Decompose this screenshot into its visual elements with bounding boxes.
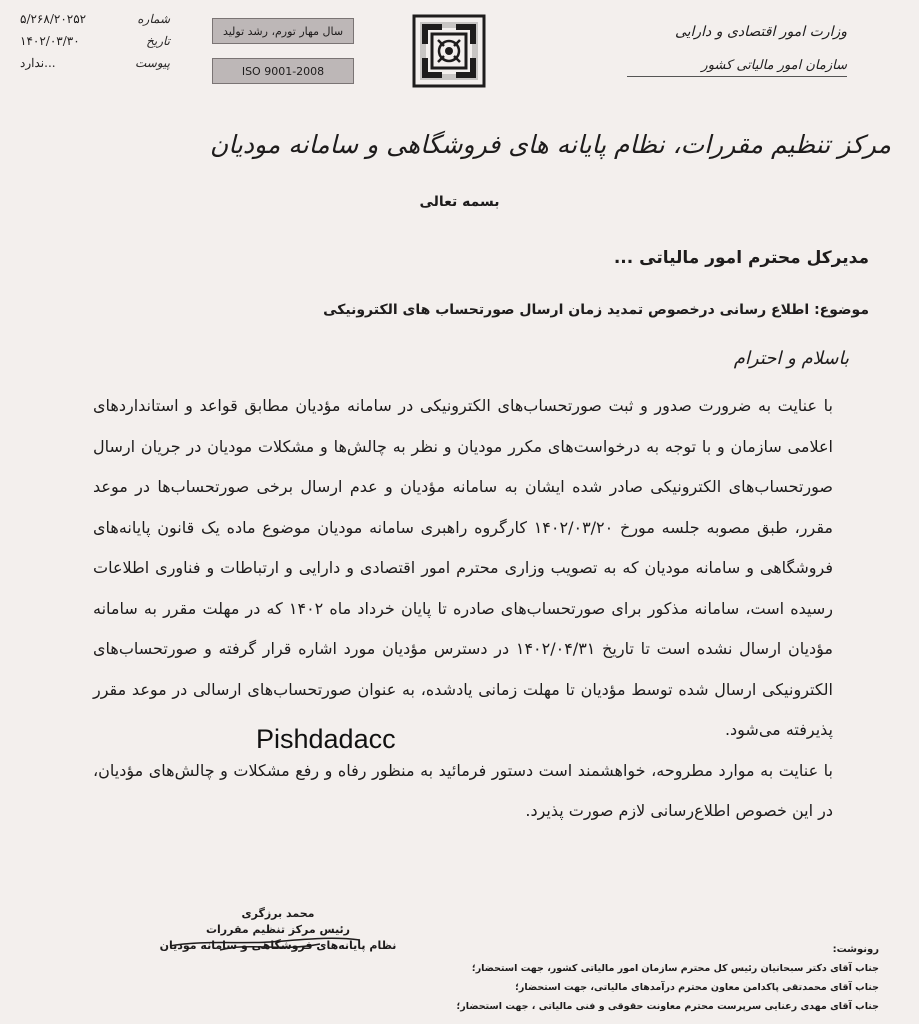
signature-scribble-icon <box>160 922 390 962</box>
cc-item: جناب آقای محمدتقی پاکدامن معاون محترم درآمدهای مالیاتی، جهت استحضار؛ <box>515 982 879 993</box>
date-value: ۱۴۰۲/۰۳/۳۰ <box>20 34 80 48</box>
signer-title: رئیس مرکز تنظیم مقررات <box>205 923 351 936</box>
organization-name: سازمان امور مالیاتی کشور <box>627 58 847 77</box>
number-label: شماره <box>137 12 170 26</box>
slogan-box: سال مهار تورم، رشد تولید <box>212 18 354 44</box>
basmala: بسمه تعالی <box>419 194 500 210</box>
watermark: Pishdadacc <box>256 724 396 754</box>
attachment-row <box>20 52 170 74</box>
signature-block <box>150 906 406 954</box>
body-paragraph-2: با عنایت به موارد مطروحه، خواهشمند است دستور فرمائید به منظور رفاه و رفع مشکلات و چالش‌های مؤدیان، در این خصوص اطلاع‌رسانی لازم صورت پذیرد. <box>93 760 833 820</box>
date-row <box>20 30 170 52</box>
number-row <box>20 8 170 30</box>
greeting: باسلام و احترام <box>733 348 849 369</box>
center-title: مرکز تنظیم مقررات، نظام پایانه های فروشگاهی و سامانه مودیان <box>209 130 891 159</box>
attachment-value: ندارد... <box>20 56 56 70</box>
tax-organization-emblem-icon <box>412 14 486 88</box>
subject-line: موضوع: اطلاع رسانی درخصوص تمدید زمان ارسال صورتحساب های الکترونیکی <box>323 302 869 318</box>
cc-label: رونوشت: <box>832 944 879 955</box>
cc-item: جناب آقای مهدی رعنایی سرپرست محترم معاونت حقوقی و فنی مالیاتی ، جهت استحضار؛ <box>456 1001 879 1012</box>
cc-item: جناب آقای دکتر سبحانیان رئیس کل محترم سازمان امور مالیاتی کشور، جهت استحضار؛ <box>471 963 879 974</box>
cc-list <box>399 940 879 1016</box>
ministry-header <box>627 24 847 77</box>
signer-name: محمد برزگری <box>241 907 315 920</box>
ministry-name: وزارت امور اقتصادی و دارایی <box>674 24 847 40</box>
letter-meta <box>20 8 170 74</box>
attachment-label: پیوست <box>135 56 170 70</box>
letter-body <box>93 386 833 832</box>
date-label: تاریخ <box>146 34 170 48</box>
iso-box: ISO 9001-2008 <box>212 58 354 84</box>
recipient: مدیرکل محترم امور مالیاتی ... <box>613 248 869 268</box>
body-paragraph-1: با عنایت به ضرورت صدور و ثبت صورتحساب‌های الکترونیکی در سامانه مؤدیان مطابق قواعد و استانداردهای اعلامی سازمان و با توجه به درخواست‌های مکرر مودیان و نظر به چالش‌ها و مشکلات مودیان در جریان ارسال صورتحساب‌های الکترونیکی صادر شده ایشان به سامانه مؤدیان و عدم ارسال برخی صورتحساب‌ها در موعد مقرر، طبق مصوبه جلسه مورخ ۱۴۰۲/۰۳/۲۰ کارگروه راهبری سامانه مودیان موضوع ماده یک قانون پایانه‌های فروشگاهی و سامانه مودیان که به تصویب وزاری محترم امور اقتصادی و دارایی و ارتباطات و فناوری اطلاعات رسیده است، سامانه مذکور برای صورتحساب‌های صادره تا پایان خرداد ماه ۱۴۰۲ که در مهلت مقرر به سامانه مؤدیان ارسال نشده است تا تاریخ ۱۴۰۲/۰۴/۳۱ در دسترس مؤدیان مورد اشاره قرار گرفته و صورتحساب‌های الکترونیکی ارسال شده توسط مؤدیان تا مهلت زمانی یادشده، به عنوان صورتحساب‌های ارسالی در موعد مقرر پذیرفته می‌شود. <box>93 396 834 739</box>
signer-title-2: نظام پایانه‌های فروشگاهی و سامانه مودیان <box>159 939 397 952</box>
header-banner <box>212 18 352 84</box>
number-value: ۵/۲۶۸/۲۰۲۵۲ <box>20 12 87 26</box>
